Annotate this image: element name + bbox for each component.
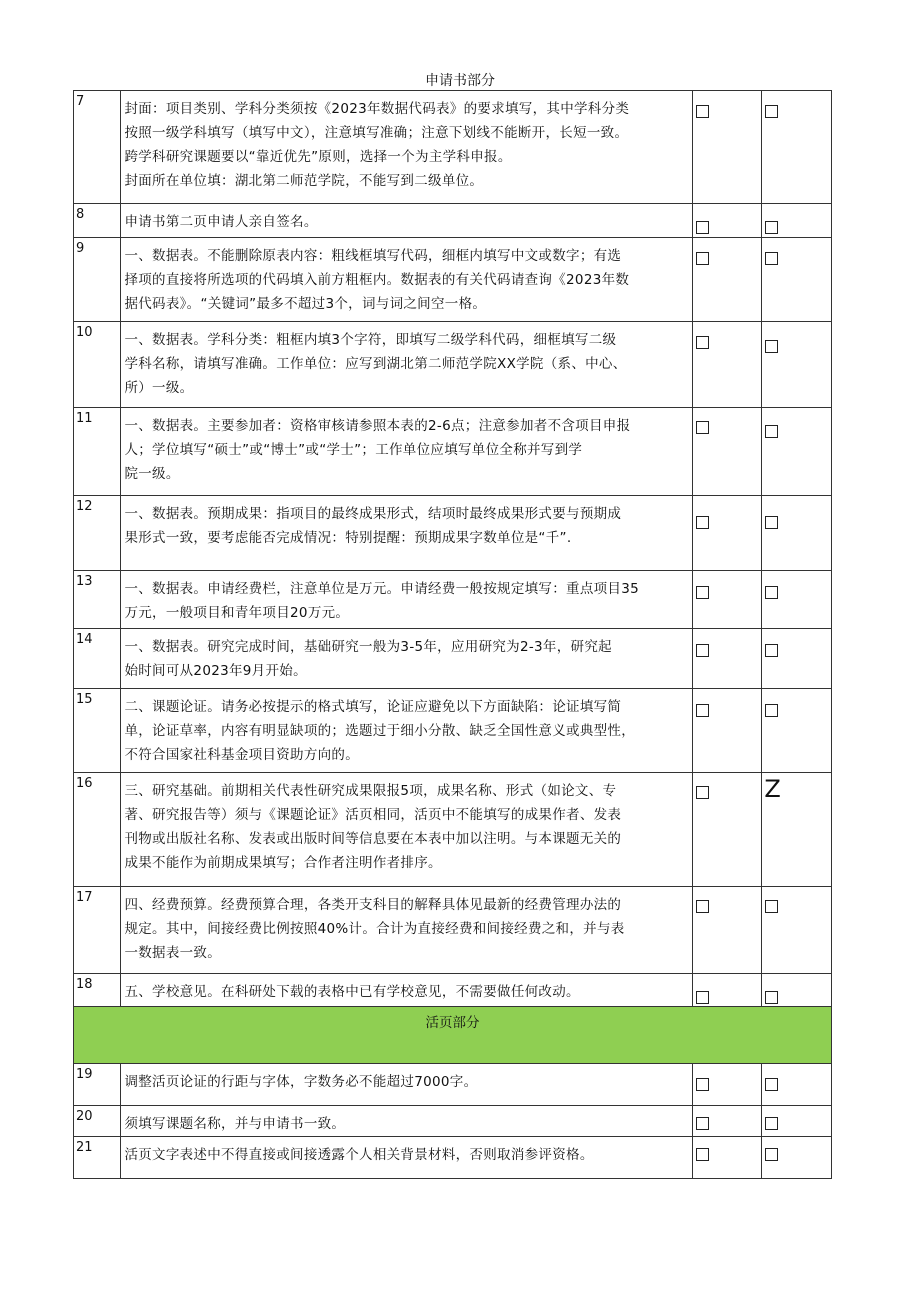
table-row: [74, 974, 832, 1007]
table-row: [74, 1106, 832, 1137]
check-box[interactable]: [696, 900, 709, 913]
check-box-2-cell: [762, 91, 832, 204]
check-box-2-cell: [762, 689, 832, 773]
check-box-2-cell: [762, 887, 832, 974]
check-box-1-cell: [692, 974, 762, 1007]
table-row: [74, 689, 832, 773]
check-box-1-cell: [692, 1064, 762, 1106]
requirement-line: 规定。其中，间接经费比例按照40%计。合计为直接经费和间接经费之和，并与表: [124, 921, 625, 937]
requirement-line: 活页文字表述中不得直接或间接透露个人相关背景材料，否则取消参评资格。: [124, 1147, 594, 1163]
check-box[interactable]: [696, 516, 709, 529]
row-requirement-text: [121, 974, 692, 1007]
check-box[interactable]: [765, 1148, 778, 1161]
check-box[interactable]: [696, 991, 709, 1004]
check-box-1-cell: [692, 204, 762, 238]
check-box-1-cell: [692, 1137, 762, 1179]
check-box[interactable]: [765, 704, 778, 717]
requirement-line: 二、课题论证。请务必按提示的格式填写，论证应避免以下方面缺陷：论证填写简: [124, 699, 622, 715]
requirement-line: 著、研究报告等）须与《课题论证》活页相同，活页中不能填写的成果作者、发表: [124, 807, 622, 823]
check-box[interactable]: [696, 786, 709, 799]
check-box-2-cell: [762, 974, 832, 1007]
requirement-line: 三、研究基础。前期相关代表性研究成果限报5项，成果名称、形式（如论文、专: [124, 783, 617, 799]
check-box-2-cell: [762, 322, 832, 408]
requirement-line: 四、经费预算。经费预算合理，各类开支科目的解释具体见最新的经费管理办法的: [124, 897, 622, 913]
requirement-line: 调整活页论证的行距与字体，字数务必不能超过7000字。: [124, 1074, 478, 1090]
table-row: [74, 1064, 832, 1106]
row-number: 11: [74, 408, 121, 496]
requirement-line: 学科名称，请填写准确。工作单位：应写到湖北第二师范学院XX学院（系、中心、: [124, 356, 627, 372]
requirement-line: 封面：项目类别、学科分类须按《2023年数据代码表》的要求填写，其中学科分类: [124, 101, 630, 117]
requirement-line: 一、数据表。不能删除原表内容：粗线框填写代码，细框内填写中文或数字；有选: [124, 248, 622, 264]
requirement-line: 单，论证草率，内容有明显缺项的；选题过于细小分散、缺乏全国性意义或典型性，: [124, 723, 636, 739]
check-box[interactable]: [765, 252, 778, 265]
check-box-2-cell: [762, 1106, 832, 1137]
row-requirement-text: [121, 773, 692, 887]
application-rows: [74, 91, 832, 1007]
requirement-line: 院一级。: [124, 466, 180, 482]
requirement-line: 始时间可从2023年9月开始。: [124, 663, 307, 679]
check-box[interactable]: [765, 644, 778, 657]
check-box-1-cell: [692, 629, 762, 689]
check-box[interactable]: [696, 704, 709, 717]
check-box-2-cell: [762, 1137, 832, 1179]
requirement-line: 一、数据表。申请经费栏，注意单位是万元。申请经费一般按规定填写：重点项目35: [124, 581, 640, 597]
check-box[interactable]: [696, 644, 709, 657]
table-row: [74, 322, 832, 408]
requirement-line: 不符合国家社科基金项目资助方向的。: [124, 747, 360, 763]
review-checklist-table: [73, 90, 832, 1179]
row-number: 7: [74, 91, 121, 204]
table-row: [74, 629, 832, 689]
activity-rows: [74, 1064, 832, 1179]
requirement-line: 择项的直接将所选项的代码填入前方粗框内。数据表的有关代码请查询《2023年数: [124, 272, 630, 288]
requirement-line: 按照一级学科填写（填写中文），注意填写准确；注意下划线不能断开，长短一致。: [124, 125, 629, 141]
table-row: [74, 773, 832, 887]
check-box-2-cell: [762, 496, 832, 571]
requirement-line: 据代码表》。“关键词”最多不超过3个，词与词之间空一格。: [124, 296, 487, 312]
check-box-2-cell: [762, 629, 832, 689]
row-requirement-text: [121, 689, 692, 773]
requirement-line: 须填写课题名称，并与申请书一致。: [124, 1116, 346, 1132]
row-requirement-text: [121, 887, 692, 974]
row-number: 19: [74, 1064, 121, 1106]
check-box[interactable]: [696, 336, 709, 349]
requirement-line: 成果不能作为前期成果填写；合作者注明作者排序。: [124, 855, 442, 871]
requirement-line: 申请书第二页申请人亲自签名。: [124, 214, 318, 230]
requirement-line: 刊物或出版社名称、发表或出版时间等信息要在本表中加以注明。与本课题无关的: [124, 831, 622, 847]
check-box[interactable]: [765, 516, 778, 529]
check-box-2-cell: [762, 773, 832, 887]
row-number: 15: [74, 689, 121, 773]
row-number: 17: [74, 887, 121, 974]
check-box[interactable]: [696, 421, 709, 434]
check-box-1-cell: [692, 887, 762, 974]
row-requirement-text: [121, 238, 692, 322]
row-number: 12: [74, 496, 121, 571]
table-row: [74, 238, 832, 322]
check-box-2-cell: [762, 1064, 832, 1106]
requirement-line: 跨学科研究课题要以“靠近优先”原则，选择一个为主学科申报。: [124, 149, 512, 165]
row-requirement-text: [121, 322, 692, 408]
table-row: [74, 496, 832, 571]
row-requirement-text: [121, 91, 692, 204]
marked-check-box[interactable]: Z: [764, 775, 781, 803]
row-requirement-text: [121, 1137, 692, 1179]
row-number: 18: [74, 974, 121, 1007]
check-box[interactable]: [765, 221, 778, 234]
check-box[interactable]: [765, 991, 778, 1004]
check-box-2-cell: [762, 571, 832, 629]
row-number: 10: [74, 322, 121, 408]
check-box-2-cell: [762, 204, 832, 238]
requirement-line: 一、数据表。预期成果：指项目的最终成果形式，结项时最终成果形式要与预期成: [124, 506, 622, 522]
table-row: [74, 887, 832, 974]
row-number: 20: [74, 1106, 121, 1137]
check-box-1-cell: [692, 496, 762, 571]
requirement-line: 五、学校意见。在科研处下载的表格中已有学校意见，不需要做任何改动。: [124, 984, 580, 1000]
row-requirement-text: [121, 1106, 692, 1137]
row-number: 9: [74, 238, 121, 322]
check-box-1-cell: [692, 322, 762, 408]
table-row: [74, 91, 832, 204]
row-requirement-text: [121, 571, 692, 629]
check-box[interactable]: [696, 105, 709, 118]
table-row: [74, 204, 832, 238]
check-box[interactable]: [765, 586, 778, 599]
requirement-line: 一、数据表。研究完成时间，基础研究一般为3-5年，应用研究为2-3年，研究起: [124, 639, 612, 655]
check-box[interactable]: [765, 340, 778, 353]
row-requirement-text: [121, 1064, 692, 1106]
requirement-line: 所）一级。: [124, 380, 194, 396]
activity-section: [74, 1007, 832, 1064]
check-box[interactable]: [696, 1078, 709, 1091]
row-requirement-text: [121, 204, 692, 238]
table-row: [74, 571, 832, 629]
requirement-line: 一、数据表。主要参加者：资格审核请参照本表的2-6点；注意参加者不含项目申报: [124, 418, 631, 434]
requirement-line: 人；学位填写“硕士”或“博士”或“学士”；工作单位应填写单位全称并写到学: [124, 442, 583, 458]
check-box[interactable]: [696, 586, 709, 599]
check-box-2-cell: [762, 408, 832, 496]
check-box[interactable]: [765, 900, 778, 913]
row-requirement-text: [121, 496, 692, 571]
check-box[interactable]: [765, 425, 778, 438]
check-box-1-cell: [692, 773, 762, 887]
row-requirement-text: [121, 408, 692, 496]
check-box-1-cell: [692, 1106, 762, 1137]
check-box-1-cell: [692, 408, 762, 496]
table-row: [74, 408, 832, 496]
check-box[interactable]: [696, 1117, 709, 1130]
activity-section-row: [74, 1007, 832, 1064]
table-row: [74, 1137, 832, 1179]
row-number: 14: [74, 629, 121, 689]
application-section-heading: 申请书部分: [425, 73, 495, 89]
check-box[interactable]: [765, 105, 778, 118]
check-box-1-cell: [692, 238, 762, 322]
row-number: 21: [74, 1137, 121, 1179]
requirement-line: 一、数据表。学科分类：粗框内填3个字符，即填写二级学科代码，细框填写二级: [124, 332, 617, 348]
check-box[interactable]: [696, 1148, 709, 1161]
activity-section-heading: 活页部分: [74, 1007, 832, 1064]
row-number: 16: [74, 773, 121, 887]
row-number: 8: [74, 204, 121, 238]
check-box[interactable]: [696, 252, 709, 265]
check-box-1-cell: [692, 91, 762, 204]
check-box-1-cell: [692, 689, 762, 773]
check-box[interactable]: [765, 1117, 778, 1130]
requirement-line: 果形式一致，要考虑能否完成情况：特别提醒：预期成果字数单位是“千”.: [124, 530, 572, 546]
requirement-line: 封面所在单位填：湖北第二师范学院，不能写到二级单位。: [124, 173, 484, 189]
check-box-2-cell: [762, 238, 832, 322]
check-box-1-cell: [692, 571, 762, 629]
check-box[interactable]: [765, 1078, 778, 1091]
row-requirement-text: [121, 629, 692, 689]
row-number: 13: [74, 571, 121, 629]
check-box[interactable]: [696, 221, 709, 234]
requirement-line: 万元，一般项目和青年项目20万元。: [124, 605, 350, 621]
requirement-line: 一数据表一致。: [124, 945, 222, 961]
